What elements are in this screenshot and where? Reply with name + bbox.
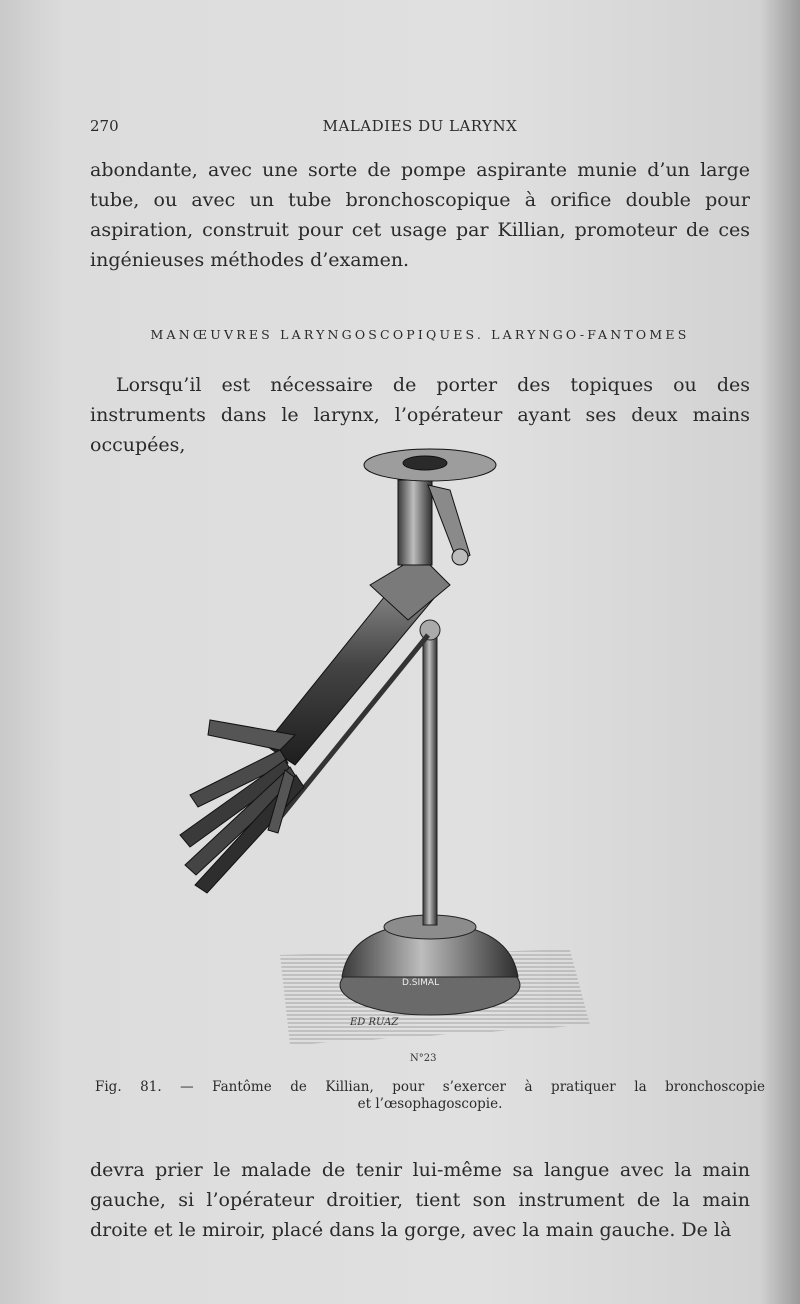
section-heading: MANŒUVRES LARYNGOSCOPIQUES. LARYNGO-FANTOMES (150, 327, 690, 342)
running-title: MALADIES DU LARYNX (322, 117, 518, 135)
caption-line-2: et l’œsophagoscopie. (357, 1096, 503, 1112)
neck-tube (398, 480, 432, 565)
maker-mark: D.SIMAL (402, 978, 440, 988)
paragraph-2: Lorsqu’il est nécessaire de porter des topiques ou des instruments dans le larynx, l’opérateur ayant ses deux mains occupées, (90, 374, 750, 456)
paragraph-3: devra prier le malade de tenir lui-même sa langue avec la main gauche, si l’opérateur droitier, tient son instrument de la main droite et le miroir, placé dans la gorge, avec la main gauche. De là (90, 1159, 750, 1241)
figure-killian-phantom (170, 445, 610, 1065)
paragraph-1: abondante, avec une sorte de pompe aspirante munie d’un large tube, ou avec un tube bronchoscopique à orifice double pour aspiration, construit pour cet usage par Killian, promoteur de ces ingénieuses méthodes d’examen. (90, 159, 750, 271)
engraver-signature: ED RUAZ (350, 1017, 399, 1028)
running-head (90, 117, 750, 139)
page-number: 270 (90, 117, 119, 135)
figure-caption (95, 1079, 765, 1113)
plate-number: N°23 (410, 1053, 437, 1064)
rod-joint (420, 620, 440, 640)
caption-line-1: Fig. 81. — Fantôme de Killian, pour s’exercer à pratiquer la bronchoscopie (95, 1079, 765, 1095)
mouthpiece-opening (403, 456, 447, 470)
phantom-engraving (170, 445, 610, 1065)
stand-rod (423, 625, 437, 925)
